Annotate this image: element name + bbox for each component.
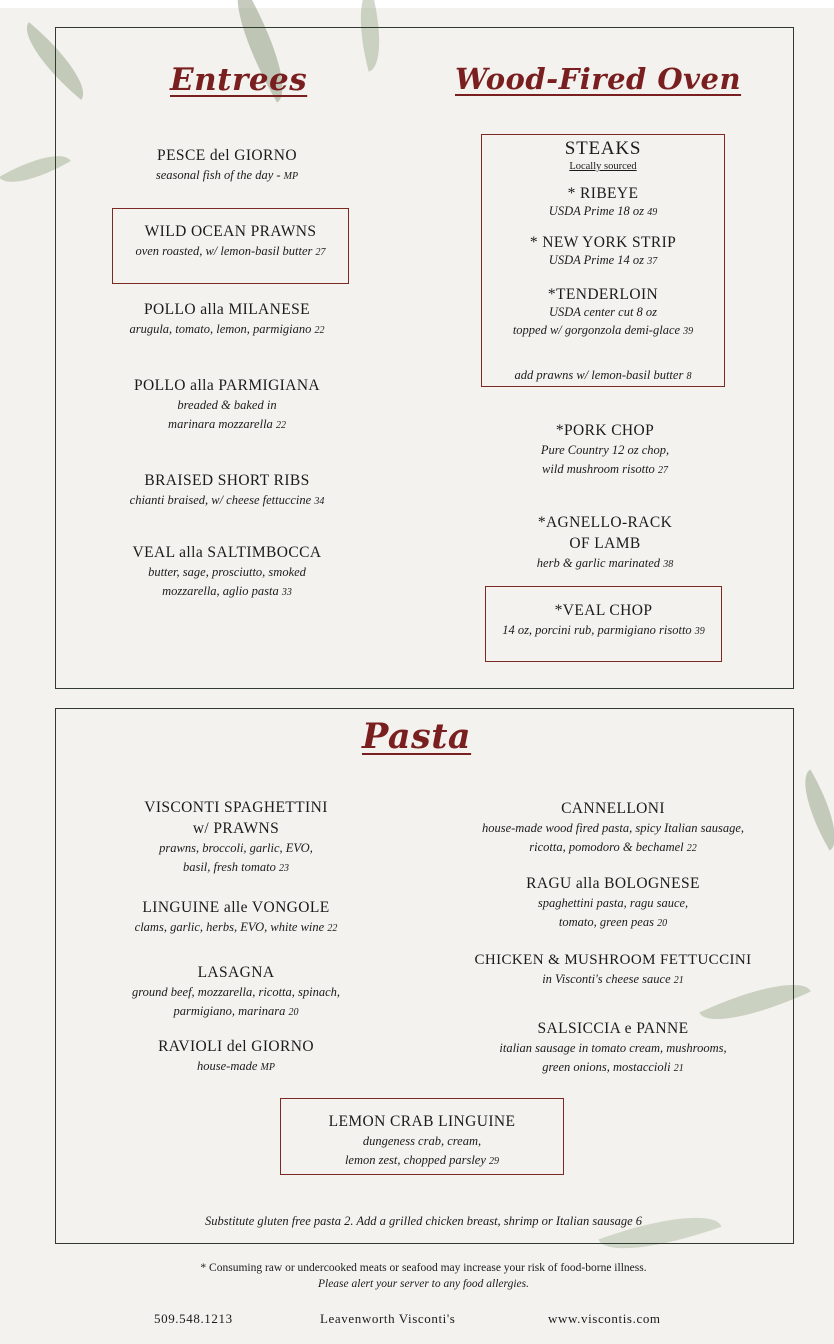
food-safety-disclaimer: * Consuming raw or undercooked meats or seafood may increase your risk of food-borne illness.	[200, 1262, 647, 1274]
item-price: MP	[283, 171, 299, 182]
pasta-lasagna	[100, 963, 372, 1022]
item-desc: arugula, tomato, lemon, parmigiano	[129, 322, 312, 336]
item-desc: prawns, broccoli, garlic, EVO,	[159, 841, 313, 855]
item-name: POLLO alla MILANESE	[143, 301, 311, 318]
item-desc: butter, sage, prosciutto, smoked	[148, 565, 306, 579]
wood-veal-chop	[485, 601, 722, 641]
item-price: 27	[657, 465, 668, 476]
item-desc: chianti braised, w/ cheese fettuccine	[129, 493, 312, 507]
item-desc: ground beef, mozzarella, ricotta, spinach,	[131, 985, 341, 999]
item-price: 22	[314, 325, 325, 336]
wood-fired-oven-title: Wood-Fired Oven	[455, 62, 742, 96]
item-desc: breaded & baked in	[177, 398, 277, 412]
item-name: w/ PRAWNS	[192, 820, 280, 837]
item-name: WILD OCEAN PRAWNS	[144, 223, 317, 240]
entree-pollo-milanese	[97, 300, 357, 340]
item-name: LINGUINE alle VONGOLE	[142, 899, 330, 916]
item-desc: mozzarella, aglio pasta	[162, 584, 279, 598]
item-desc: marinara mozzarella	[168, 417, 273, 431]
item-price: 34	[314, 496, 325, 507]
item-name: BRAISED SHORT RIBS	[144, 472, 310, 489]
steaks-subtitle: Locally sourced	[569, 161, 637, 172]
substitute-note: Substitute gluten free pasta 2. Add a grilled chicken breast, shrimp or Italian sausage 6	[205, 1214, 642, 1228]
item-name: *AGNELLO-RACK	[537, 514, 673, 531]
entree-wild-ocean-prawns	[112, 222, 349, 262]
item-desc: spaghettini pasta, ragu sauce,	[537, 896, 689, 910]
item-name: RAGU alla BOLOGNESE	[526, 875, 700, 892]
item-name: * RIBEYE	[567, 185, 639, 202]
item-desc: italian sausage in tomato cream, mushrooms,	[499, 1041, 727, 1055]
pasta-ragu-bolognese	[455, 874, 771, 933]
item-name: VEAL alla SALTIMBOCCA	[132, 544, 322, 561]
allergy-note: Please alert your server to any food allergies.	[317, 1278, 529, 1290]
leaf-decoration	[790, 769, 834, 850]
steak-new-york-strip	[481, 234, 725, 270]
item-desc: tomato, green peas	[558, 915, 654, 929]
item-price: 27	[315, 247, 326, 258]
pasta-linguine-vongole	[100, 898, 372, 938]
item-desc: dungeness crab, cream,	[362, 1134, 482, 1148]
item-desc: USDA Prime 14 oz	[548, 253, 645, 267]
item-desc: green onions, mostaccioli	[542, 1060, 671, 1074]
footer-website[interactable]: www.viscontis.com	[548, 1311, 661, 1326]
item-price: 22	[327, 923, 338, 934]
item-desc: house-made	[197, 1059, 258, 1073]
item-price: 8	[686, 371, 692, 382]
item-price: 21	[673, 1063, 684, 1074]
item-price: 49	[647, 207, 658, 218]
pasta-ravioli	[100, 1037, 372, 1077]
item-desc: ricotta, pomodoro & bechamel	[529, 840, 684, 854]
item-name: CHICKEN & MUSHROOM FETTUCCINI	[474, 952, 752, 968]
item-name: * NEW YORK STRIP	[529, 234, 677, 251]
item-desc: 14 oz, porcini rub, parmigiano risotto	[502, 623, 692, 637]
pasta-lemon-crab-linguine	[280, 1112, 564, 1171]
entree-pesce	[97, 146, 357, 186]
item-name: POLLO alla PARMIGIANA	[133, 377, 321, 394]
item-name: CANNELLONI	[561, 800, 665, 817]
item-price: MP	[260, 1062, 275, 1073]
item-desc: wild mushroom risotto	[542, 462, 655, 476]
entree-pollo-parmigiana	[97, 376, 357, 435]
steak-ribeye	[481, 185, 725, 221]
steaks-title: STEAKS	[564, 138, 642, 159]
entrees-title: Entrees	[170, 62, 308, 98]
item-desc: topped w/ gorgonzola demi-glace	[512, 323, 681, 337]
item-name: *VEAL CHOP	[554, 602, 653, 619]
item-desc: herb & garlic marinated	[536, 556, 661, 570]
item-desc: add prawns w/ lemon-basil butter	[514, 368, 684, 382]
item-price: 38	[663, 559, 674, 570]
steaks-heading	[481, 138, 725, 173]
wood-rack-of-lamb	[470, 512, 740, 574]
pasta-spaghettini	[100, 797, 372, 878]
item-name: RAVIOLI del GIORNO	[158, 1038, 314, 1055]
item-desc: clams, garlic, herbs, EVO, white wine	[134, 920, 325, 934]
item-desc: Pure Country 12 oz chop,	[540, 443, 670, 457]
item-price: 39	[683, 326, 694, 337]
pasta-chicken-mushroom	[455, 950, 771, 990]
pasta-cannelloni	[455, 799, 771, 858]
steak-addon	[481, 366, 725, 386]
item-desc: seasonal fish of the day -	[155, 168, 281, 182]
item-price: 23	[279, 863, 290, 874]
item-price: 37	[647, 256, 658, 267]
pasta-salsiccia	[455, 1019, 771, 1078]
item-name: VISCONTI SPAGHETTINI	[144, 799, 328, 816]
item-price: 22	[275, 420, 286, 431]
item-name: OF LAMB	[569, 535, 641, 552]
pasta-title: Pasta	[362, 716, 472, 757]
item-name: *PORK CHOP	[555, 422, 655, 439]
item-name: *TENDERLOIN	[547, 286, 659, 303]
steak-tenderloin	[481, 286, 725, 341]
wood-pork-chop	[470, 421, 740, 480]
footer-phone: 509.548.1213	[154, 1311, 233, 1326]
item-name: LASAGNA	[197, 964, 275, 981]
item-price: 21	[673, 975, 684, 986]
item-desc: lemon zest, chopped parsley	[344, 1153, 486, 1167]
entree-short-ribs	[97, 471, 357, 511]
footer-restaurant-name: Leavenworth Visconti's	[320, 1311, 456, 1326]
item-price: 20	[657, 918, 668, 929]
item-price: 20	[288, 1007, 299, 1018]
item-desc: USDA center cut 8 oz	[548, 305, 658, 319]
item-desc: basil, fresh tomato	[182, 860, 276, 874]
item-price: 33	[281, 587, 292, 598]
item-desc: USDA Prime 18 oz	[548, 204, 645, 218]
item-desc: in Visconti's cheese sauce	[542, 972, 671, 986]
item-price: 29	[489, 1156, 500, 1167]
item-desc: house-made wood fired pasta, spicy Italian sausage,	[481, 821, 744, 835]
item-desc: oven roasted, w/ lemon-basil butter	[135, 244, 313, 258]
top-strip	[0, 0, 834, 8]
item-name: SALSICCIA e PANNE	[537, 1020, 689, 1037]
item-name: PESCE del GIORNO	[157, 147, 297, 164]
item-price: 39	[694, 626, 705, 637]
item-name: LEMON CRAB LINGUINE	[328, 1113, 516, 1130]
item-desc: parmigiano, marinara	[173, 1004, 286, 1018]
item-price: 22	[686, 843, 697, 854]
entree-veal-saltimbocca	[97, 543, 357, 602]
